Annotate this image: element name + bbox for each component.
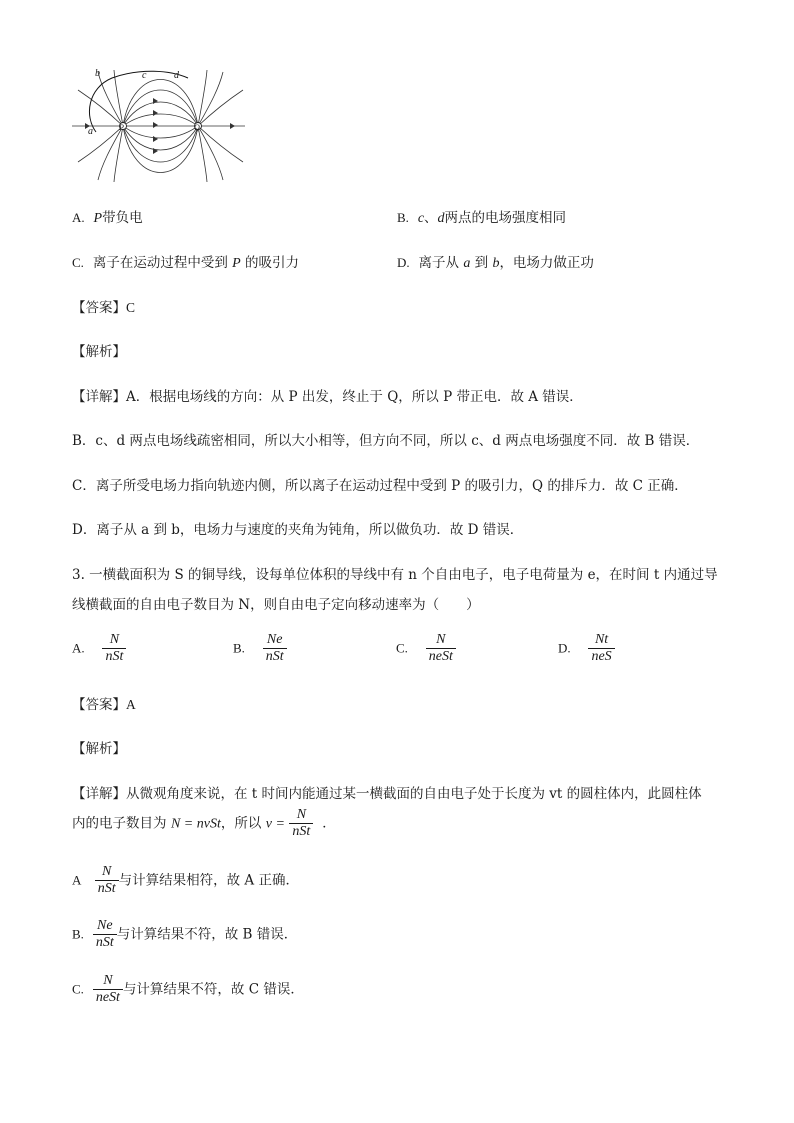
label-c: c	[142, 70, 147, 81]
q3-stem-line1: 3. 一横截面积为 S 的铜导线，设每单位体积的导线中有 n 个自由电子，电子电荷量为 e，在时间 t 内通过导	[72, 567, 718, 583]
q2-detail-a: 【详解】A．根据电场线的方向：从 P 出发，终止于 Q，所以 P 带正电．故 A 错误．	[72, 389, 583, 405]
q2-answer: 【答案】C	[72, 300, 136, 316]
q3-check-b: B. $\frac{Ne}{\text{nSt}}$ 与计算结果不符，故 B 错误．	[72, 918, 298, 950]
q3-option-a: A. $\frac{N}{\text{nSt}}$	[72, 632, 126, 665]
q3-option-d: D. $\frac{Nt}{\text{neS}}$	[558, 632, 615, 665]
q2-option-d: D. 离子从 a 到 b，电场力做正功	[397, 255, 594, 271]
q2-option-a: A. P带负电	[72, 210, 143, 226]
label-a: a	[88, 126, 93, 137]
q3-detail-line2: 内的电子数目为 N = nvSt，所以 v = $\frac{N}{\text{nSt}}$ ．	[72, 807, 336, 839]
q3-check-a: A $\frac{N}{\text{nSt}}$ 与计算结果相符，故 A 正确．	[72, 864, 299, 896]
q3-check-c: C. $\frac{N}{\text{neSt}}$ 与计算结果不符，故 C 错误．	[72, 973, 304, 1005]
q2-detail-d: D．离子从 a 到 b，电场力与速度的夹角为钝角，所以做负功．故 D 错误．	[72, 522, 524, 538]
label-Q: Q	[194, 123, 200, 132]
q3-option-b: B. $\frac{Ne}{\text{nSt}}$	[233, 632, 287, 665]
q3-analysis-label: 【解析】	[72, 741, 126, 757]
label-d: d	[174, 70, 179, 81]
q2-detail-c: C．离子所受电场力指向轨迹内侧，所以离子在运动过程中受到 P 的吸引力，Q 的排斥力．故 C 正确．	[72, 478, 688, 494]
q3-answer: 【答案】A	[72, 697, 136, 713]
q2-analysis-label: 【解析】	[72, 344, 126, 360]
q2-detail-b: B．c、d 两点电场线疏密相同，所以大小相等，但方向不同，所以 c、d 两点电场强度不同．故 B 错误．	[72, 433, 700, 449]
label-P: P	[119, 123, 124, 132]
q3-stem-line2: 线横截面的自由电子数目为 N，则自由电子定向移动速率为（ ）	[72, 597, 480, 613]
q2-option-c: C. 离子在运动过程中受到 P 的吸引力	[72, 255, 299, 271]
q2-option-b: B. c、d两点的电场强度相同	[397, 210, 567, 226]
q3-option-c: C. $\frac{N}{\text{neSt}}$	[396, 632, 456, 665]
electric-field-figure	[70, 68, 250, 184]
label-b: b	[95, 68, 100, 79]
q3-detail-line1: 【详解】从微观角度来说，在 t 时间内能通过某一横截面的自由电子处于长度为 vt 的圆柱体内，此圆柱体	[72, 786, 702, 802]
